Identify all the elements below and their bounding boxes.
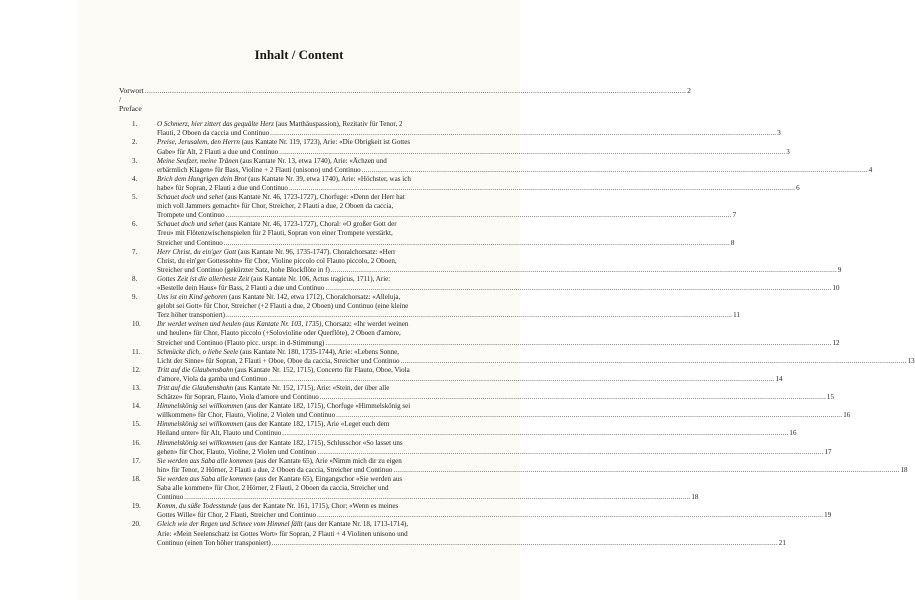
entry-continuation: Christ, du ein'ger Gottessohn» für Chor, Violine piccolo col Flauto piccolo, 2 Oboen,: [157, 256, 397, 265]
entry-title: Himmelskönig sei willkommen: [157, 420, 244, 429]
toc-entry[interactable]: [119, 320, 840, 347]
entry-continuation: Arie: «Mein Seelenschatz ist Gottes Wort» für Sopran, 2 Flauti + 4 Violinen unisono und: [157, 529, 408, 538]
entry-number: 1.: [132, 120, 138, 129]
entry-last-line: [157, 311, 740, 320]
entry-title: O Schmerz, hier zittert das gequälte Herz: [157, 120, 274, 129]
page-number: 9: [837, 265, 842, 274]
entry-last-text: Streicher und Continuo: [157, 238, 223, 247]
toc-entry[interactable]: [119, 247, 842, 275]
dot-leader: [272, 539, 778, 548]
page-number: 2: [687, 86, 691, 95]
entry-continuation: gelobt sei Gott» für Chor, Streicher (+2 Flauti a due, 2 Oboen) und Continuo (eine kleine: [157, 302, 409, 311]
entry-number: 4.: [132, 174, 138, 183]
entry-last-line: [157, 357, 915, 366]
entry-last-text: willkommen» für Chor, Flauto, Violine, 2 Violen und Continuo: [157, 411, 336, 420]
entry-body: [157, 475, 698, 502]
entry-last-line: [157, 375, 783, 384]
entry-body: [157, 175, 800, 193]
entry-first-line: [157, 120, 781, 129]
page-number: 17: [824, 447, 832, 456]
dot-leader: [336, 411, 842, 420]
dot-leader: [362, 166, 868, 175]
toc-entries: [119, 120, 915, 547]
entry-description: , Chorsatz: «Ihr werdet weinen: [321, 320, 409, 329]
entry-number: 17.: [132, 456, 141, 465]
entry-body: [157, 366, 783, 384]
dot-leader: [317, 511, 823, 520]
entry-description: (aus Kantate Nr. 106, Actus tragicus, 1711), Arie:: [249, 274, 391, 283]
dot-leader: [325, 339, 831, 348]
dot-leader: [268, 375, 774, 384]
entry-last-line: [157, 148, 790, 157]
entry-body: [157, 320, 840, 347]
entry-last-text: Continuo: [157, 493, 184, 502]
entry-last-text: hin» für Tenor, 2 Hörner, 2 Flauti a due, 2 Oboen da caccia, Streicher und Continuo: [157, 465, 393, 474]
toc-entry[interactable]: [119, 347, 915, 366]
document-page: [78, 0, 915, 600]
dot-leader: [289, 184, 795, 193]
entry-description: (aus Kantate Nr. 39, etwa 1740), Arie: «Höchster, was ich: [246, 174, 411, 183]
entry-number: 11.: [132, 347, 141, 356]
entry-description: (aus Kantate Nr. 46, 1723-1727), Choral: «O großer Gott der: [223, 220, 397, 229]
entry-title: Herr Christ, du ein'ger Gott: [157, 247, 237, 256]
entry-description: (aus der Kantate 182, 1715), Chorfuge «Himmelskönig sei: [243, 402, 411, 411]
dot-leader: [270, 129, 776, 138]
entry-body: [157, 348, 915, 366]
entry-last-line: [157, 393, 834, 402]
toc-entry[interactable]: [119, 402, 851, 420]
entry-last-text: Heiland unter» für Alt, Flauto und Continuo: [157, 429, 282, 438]
entry-first-line: [157, 248, 841, 257]
entry-last-text: Terz höher transponiert): [157, 311, 225, 320]
entry-description: (aus der Kantate 182, 1715), Arie «Leget euch dem: [243, 420, 390, 429]
page-number: 4: [868, 165, 873, 174]
entry-last-text: «Bestelle dein Haus» für Bass, 2 Flauti a due und Continuo: [157, 283, 325, 292]
entry-body: [157, 157, 872, 175]
page-number: 3: [786, 147, 790, 156]
page-title: Inhalt / Content: [254, 47, 344, 62]
toc-entry[interactable]: [119, 502, 832, 520]
entry-last-text: Schätze» für Sopran, Flauto, Viola d'amore und Continuo: [157, 393, 319, 402]
page-number: 10: [832, 283, 840, 292]
dot-leader: [145, 86, 686, 95]
dot-leader: [225, 211, 731, 220]
toc-entry[interactable]: [119, 365, 783, 384]
entry-title: Schmücke dich, o liebe Seele: [157, 347, 239, 356]
entry-description: (aus der Kantate 182, 1715), Schlusschor «So lasset uns: [243, 438, 403, 447]
toc-entry[interactable]: [119, 220, 735, 247]
entry-first-line: [157, 348, 915, 357]
entry-description: (aus Kantate Nr. 152, 1715), Arie: «Stein, der über alle: [233, 384, 390, 392]
page-number: 3: [777, 129, 781, 138]
entry-description: (aus der Kantate Nr. 18, 1713-1714),: [302, 520, 409, 529]
toc-entry[interactable]: [119, 138, 790, 156]
entry-first-line: [157, 366, 783, 375]
entry-last-text: habe» für Sopran, 2 Flauti a due und Continuo: [157, 183, 288, 192]
entry-body: [157, 138, 790, 156]
entry-description: (aus Kantate Nr. 96, 1735-1747). Choralchorsatz: «Herr: [236, 247, 396, 256]
entry-last-line: [157, 339, 840, 348]
entry-number: 9.: [132, 293, 138, 302]
toc-entry[interactable]: [119, 274, 840, 293]
entry-last-text: Streicher und Continuo (gekürzter Satz, hohe Blockflöte in f): [157, 265, 330, 274]
entry-last-line: [157, 448, 831, 457]
entry-last-line: [157, 239, 734, 248]
entry-continuation: und heulen» für Chor, Flauto piccolo (+Solovioline oder Querflöte), 2 Oboen d'amore,: [157, 329, 401, 338]
page-number: 19: [824, 511, 832, 520]
entry-title: Sie werden aus Saba alle kommen: [157, 456, 253, 465]
dot-leader: [317, 448, 823, 457]
dot-leader: [184, 493, 690, 502]
page-number: 6: [796, 183, 800, 192]
toc-entry[interactable]: [119, 293, 740, 320]
page-number: 16: [843, 411, 851, 420]
entry-last-line: [157, 184, 800, 193]
entry-last-line: [157, 266, 841, 275]
toc-entry[interactable]: [119, 174, 800, 193]
page-number: 18: [900, 465, 908, 474]
entry-last-text: Continuo (einen Ton höher transponiert): [157, 538, 271, 547]
dot-leader: [224, 239, 730, 248]
entry-number: 15.: [132, 420, 141, 429]
page-number: 14: [775, 374, 783, 383]
entry-title: Tritt auf die Glaubensbahn: [157, 365, 234, 374]
entry-last-text: Streicher und Continuo (Flauto picc. urspr. in d-Stimmung): [157, 338, 325, 347]
toc-preface-entry[interactable]: [119, 86, 691, 114]
toc-entry[interactable]: [119, 384, 834, 402]
entry-last-text: Flauti, 2 Oboen da caccia und Continuo: [157, 129, 270, 138]
page-number: 13: [907, 356, 915, 365]
entry-number: 8.: [132, 274, 138, 283]
entry-first-line: [157, 293, 740, 302]
entry-number: 14.: [132, 402, 141, 411]
entry-description: (aus Kantate Nr. 46, 1723-1727), Chorfuge: «Denn der Herr hat: [223, 193, 405, 202]
entry-number: 20.: [132, 520, 141, 529]
entry-title: Himmelskönig sei willkommen: [157, 438, 244, 447]
entry-continuation: Treu» mit Flötenzwischenspielen für 2 Flauti, Sopran von einer Trompete verstärkt,: [157, 229, 393, 238]
entry-description: (aus Matthäuspassion), Rezitativ für Tenor, 2: [273, 120, 403, 129]
entry-last-line: [157, 129, 781, 138]
entry-last-text: Licht der Sinne» für Sopran, 2 Flauti + Oboe, Oboe da caccia, Streicher und Continuo: [157, 356, 400, 365]
entry-title: Schauet doch und sehet: [157, 193, 224, 202]
entry-title: Uns ist ein Kind geboren: [157, 293, 228, 302]
entry-last-text: erbärmlich Klagen» für Bass, Violine + 2 Flauti (unisono) und Continuo: [157, 165, 361, 174]
entry-title: Sie werden aus Saba alle kommen: [157, 474, 253, 483]
entry-description: (aus der Kantate 65), Arie «Nimm mich dir zu eigen: [252, 456, 402, 465]
entry-last-line: [157, 493, 698, 502]
entry-description: (aus Kantate Nr. 142, etwa 1712), Choralchorsatz: «Alleluja,: [227, 293, 401, 302]
entry-title: Preise, Jerusalem, den Herrn: [157, 138, 240, 147]
entry-first-line: [157, 384, 834, 393]
dot-leader: [401, 357, 907, 366]
entry-first-line: [157, 457, 908, 466]
dot-leader: [331, 266, 837, 275]
entry-first-line: [157, 439, 831, 448]
entry-title: Gleich wie der Regen und Schnee vom Himmel fällt: [157, 520, 303, 529]
page-number: 8: [730, 238, 735, 247]
entry-body: [157, 439, 831, 457]
entry-last-line: [157, 511, 831, 520]
entry-description: (aus Kantate Nr. 119, 1723), Arie: «Die Obrigkeit ist Gottes: [239, 138, 411, 147]
entry-number: 19.: [132, 502, 141, 511]
entry-first-line: [157, 157, 872, 166]
entry-body: [157, 220, 734, 247]
entry-body: [157, 402, 850, 420]
entry-body: [157, 293, 740, 320]
entry-number: 5.: [132, 193, 138, 202]
entry-title: Komm, du süße Todesstunde: [157, 502, 237, 511]
entry-first-line: [157, 502, 831, 511]
dot-leader: [282, 429, 788, 438]
entry-number: 7.: [132, 247, 138, 256]
entry-first-line: [157, 420, 796, 429]
dot-leader: [226, 311, 732, 320]
entry-title: Himmelskönig sei willkommen: [157, 402, 244, 411]
entry-last-line: [157, 211, 736, 220]
entry-last-text: Trompete und Continuo: [157, 211, 225, 220]
entry-first-line: [157, 220, 734, 229]
page-number: 21: [778, 538, 786, 547]
entry-first-line: [157, 175, 800, 184]
entry-last-line: [157, 411, 850, 420]
toc-entry[interactable]: [119, 193, 737, 220]
entry-body: [157, 457, 908, 475]
page-number: 15: [826, 393, 834, 402]
toc-entry[interactable]: [119, 156, 873, 175]
entry-body: [157, 275, 840, 293]
entry-first-line: [157, 193, 736, 202]
page-number: 16: [789, 429, 797, 438]
dot-leader: [325, 284, 831, 293]
toc-entry[interactable]: [119, 120, 781, 138]
dot-leader: [393, 466, 899, 475]
page-number: 18: [691, 493, 699, 502]
entry-body: [157, 248, 841, 275]
entry-number: 16.: [132, 438, 141, 447]
entry-description: (aus Kantate Nr. 180, 1735-1744), Arie: «Lebens Sonne,: [238, 347, 400, 356]
entry-body: [157, 120, 781, 138]
toc-entry[interactable]: [119, 474, 699, 502]
entry-last-line: [157, 284, 840, 293]
entry-first-line: [157, 138, 790, 147]
page-number: 12: [832, 338, 840, 347]
entry-number: 6.: [132, 220, 138, 229]
entry-first-line: [157, 402, 850, 411]
entry-body: [157, 193, 736, 220]
entry-number: 3.: [132, 156, 138, 165]
entry-description: (aus der Kantate 65), Eingangschor «Sie werden aus: [252, 474, 403, 483]
entry-title: Tritt auf die Glaubensbahn: [157, 384, 234, 392]
entry-first-line: [157, 475, 698, 484]
entry-last-line: [157, 166, 872, 175]
toc-entry[interactable]: [119, 456, 908, 475]
entry-title: Gottes Zeit ist die allerbeste Zeit: [157, 274, 250, 283]
entry-continuation: Saba alle kommen» für Chor, 2 Hörner, 2 Flauti, 2 Oboen da caccia, Streicher und: [157, 484, 389, 493]
toc-entry[interactable]: [119, 520, 786, 547]
entry-title: Brich dem Hungrigen dein Brot: [157, 174, 247, 183]
entry-last-line: [157, 539, 786, 548]
entry-body: [157, 420, 796, 438]
entry-first-line: [157, 275, 840, 284]
entry-title: Ihr werdet weinen und heulen (aus Kantate Nr. 103, 1735): [157, 320, 322, 329]
dot-leader: [279, 148, 785, 157]
page-number: 7: [732, 211, 737, 220]
entry-first-line: [157, 320, 840, 329]
entry-body: [157, 384, 834, 402]
entry-continuation: mich voll Jammers gemacht» für Chor, Streicher, 2 Flauti a due, 2 Oboen da caccia,: [157, 202, 394, 211]
entry-last-line: [157, 466, 908, 475]
entry-title: Schauet doch und sehet: [157, 220, 224, 229]
entry-number: 2.: [132, 138, 138, 147]
entry-last-line: [157, 429, 796, 438]
entry-body: [157, 502, 831, 520]
dot-leader: [320, 393, 826, 402]
entry-last-text: d'amore, Viola da gamba und Continuo: [157, 374, 268, 383]
entry-description: (aus Kantate Nr. 13, etwa 1740), Arie: «Ächzen und: [238, 156, 387, 165]
entry-title: Meine Seufzer, meine Tränen: [157, 156, 239, 165]
entry-body: [157, 520, 786, 547]
entry-first-line: [157, 520, 786, 529]
entry-last-text: Gabe» für Alt, 2 Flauti a due und Continuo: [157, 147, 279, 156]
entry-number: 10.: [132, 320, 141, 329]
table-of-contents: [119, 86, 915, 548]
entry-last-text: gehen» für Chor, Flauto, Violine, 2 Violen und Continuo: [157, 447, 317, 456]
page-number: 11: [733, 311, 740, 320]
entry-number: 12.: [132, 365, 141, 374]
entry-description: (aus der Kantate Nr. 161, 1715), Chor: «Wenn es meines: [237, 502, 399, 511]
toc-entry[interactable]: [119, 438, 832, 457]
preface-label: Vorwort / Preface: [119, 86, 144, 114]
entry-number: 13.: [132, 384, 141, 392]
entry-description: (aus Kantate Nr. 152, 1715), Concerto für Flauto, Oboe, Viola: [233, 365, 410, 374]
entry-number: 18.: [132, 474, 141, 483]
toc-entry[interactable]: [119, 420, 797, 438]
entry-last-text: Gottes Wille» für Chor, 2 Flauti, Streicher und Continuo: [157, 511, 317, 520]
